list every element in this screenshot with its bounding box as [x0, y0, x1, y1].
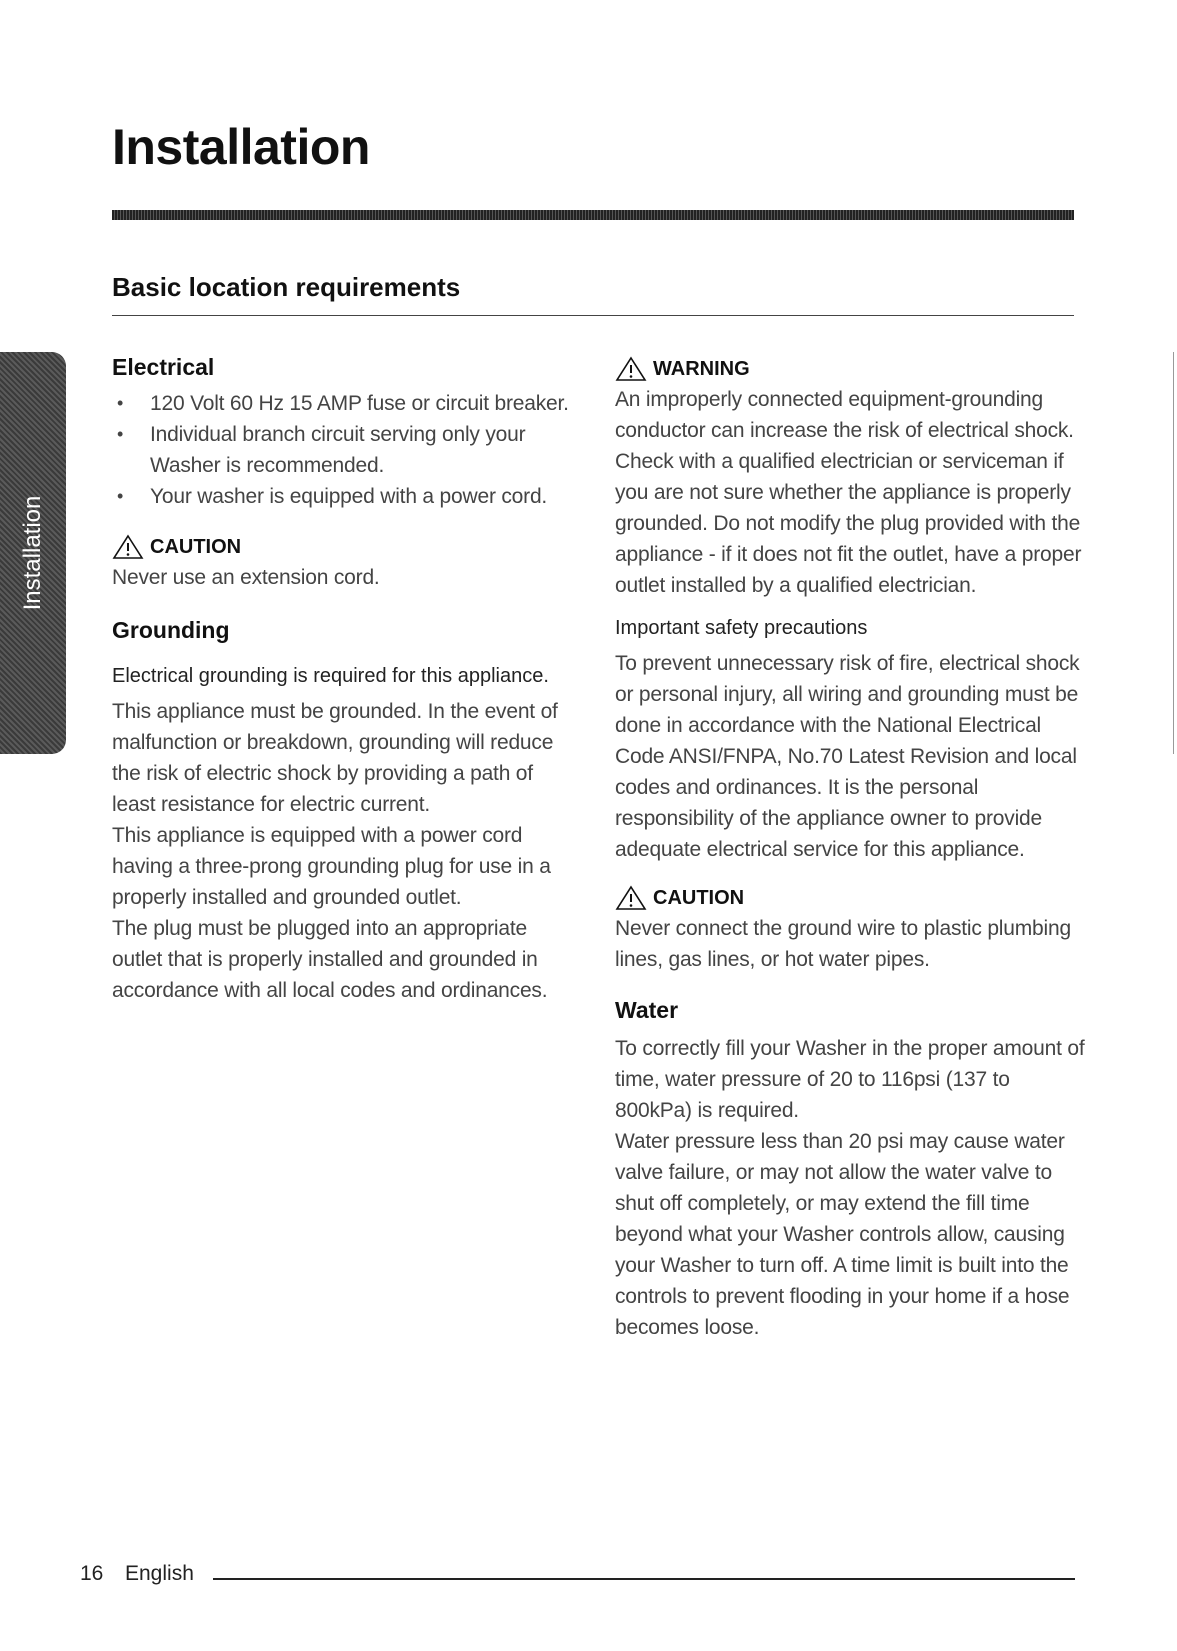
- section-rule: [112, 315, 1074, 316]
- warning-triangle-icon: [615, 885, 647, 911]
- left-column: [112, 350, 580, 1006]
- page-number: 16: [80, 1562, 104, 1585]
- list-item-text: 120 Volt 60 Hz 15 AMP fuse or circuit breaker.: [150, 392, 569, 415]
- bullet-icon: •: [117, 424, 124, 444]
- warning-triangle-icon: [112, 534, 144, 560]
- warning-label: WARNING: [653, 358, 750, 380]
- bullet-icon: •: [117, 393, 124, 413]
- warning-text: An improperly connected equipment-grounding conductor can increase the risk of electrical shock. Check with a qualified electrician or serviceman if you are not sure whether the appliance is properly grounded. Do not modify the plug provided with the appliance - if it does not fit the outlet, have a proper outlet installed by a qualified electrician.: [615, 388, 1082, 597]
- safety-heading: Important safety precautions: [615, 617, 868, 639]
- water-paragraph-1: To correctly fill your Washer in the proper amount of time, water pressure of 20 to 116psi (137 to 800kPa) is required.: [615, 1037, 1085, 1122]
- grounding-paragraph-1: This appliance must be grounded. In the event of malfunction or breakdown, grounding will reduce the risk of electric shock by providing a path of least resistance for electric current.: [112, 700, 558, 816]
- grounding-paragraph-3: The plug must be plugged into an appropriate outlet that is properly installed and grounded in accordance with all local codes and ordinances.: [112, 917, 548, 1002]
- side-tab-label: Installation: [19, 495, 46, 611]
- right-edge-line: [1173, 352, 1174, 754]
- bullet-icon: •: [117, 486, 124, 506]
- caution-label: CAUTION: [150, 536, 242, 558]
- electrical-list: [112, 388, 580, 512]
- grounding-paragraph-2: This appliance is equipped with a power cord having a three-prong grounding plug for use in a properly installed and grounded outlet.: [112, 824, 551, 909]
- grounding-subheading: Electrical grounding is required for this appliance.: [112, 665, 549, 687]
- footer-language: English: [125, 1562, 194, 1585]
- grounding-heading: Grounding: [112, 617, 230, 643]
- caution-heading: [615, 883, 1085, 913]
- section-title: Basic location requirements: [112, 272, 461, 302]
- water-paragraph-2: Water pressure less than 20 psi may cause water valve failure, or may not allow the water valve to shut off completely, or may extend the fill time beyond what your Washer controls allow, causing your Washer to turn off. A time limit is built into the controls to prevent flooding in your home if a hose becomes loose.: [615, 1130, 1070, 1339]
- electrical-heading: Electrical: [112, 354, 215, 380]
- warning-triangle-icon: [615, 356, 647, 382]
- safety-text: To prevent unnecessary risk of fire, electrical shock or personal injury, all wiring and grounding must be done in accordance with the National Electrical Code ANSI/FNPA, No.70 Latest Revision and local codes and ordinances. It is the personal responsibility of the appliance owner to provide adequate electrical service for this appliance.: [615, 652, 1080, 861]
- footer-rule: [213, 1578, 1075, 1580]
- list-item-text: Individual branch circuit serving only your Washer is recommended.: [150, 423, 526, 477]
- caution-text: Never connect the ground wire to plastic plumbing lines, gas lines, or hot water pipes.: [615, 917, 1071, 971]
- page-title: Installation: [112, 119, 370, 175]
- side-tab[interactable]: [0, 352, 66, 754]
- list-item: [112, 419, 580, 481]
- caution-label: CAUTION: [653, 887, 745, 909]
- warning-heading: [615, 354, 1085, 384]
- list-item-text: Your washer is equipped with a power cord.: [150, 485, 548, 508]
- title-rule: [112, 210, 1074, 220]
- caution-heading: [112, 532, 580, 562]
- water-heading: Water: [615, 997, 679, 1023]
- caution-text: Never use an extension cord.: [112, 566, 380, 589]
- right-column: [615, 350, 1085, 1343]
- list-item: [112, 481, 580, 512]
- list-item: [112, 388, 580, 419]
